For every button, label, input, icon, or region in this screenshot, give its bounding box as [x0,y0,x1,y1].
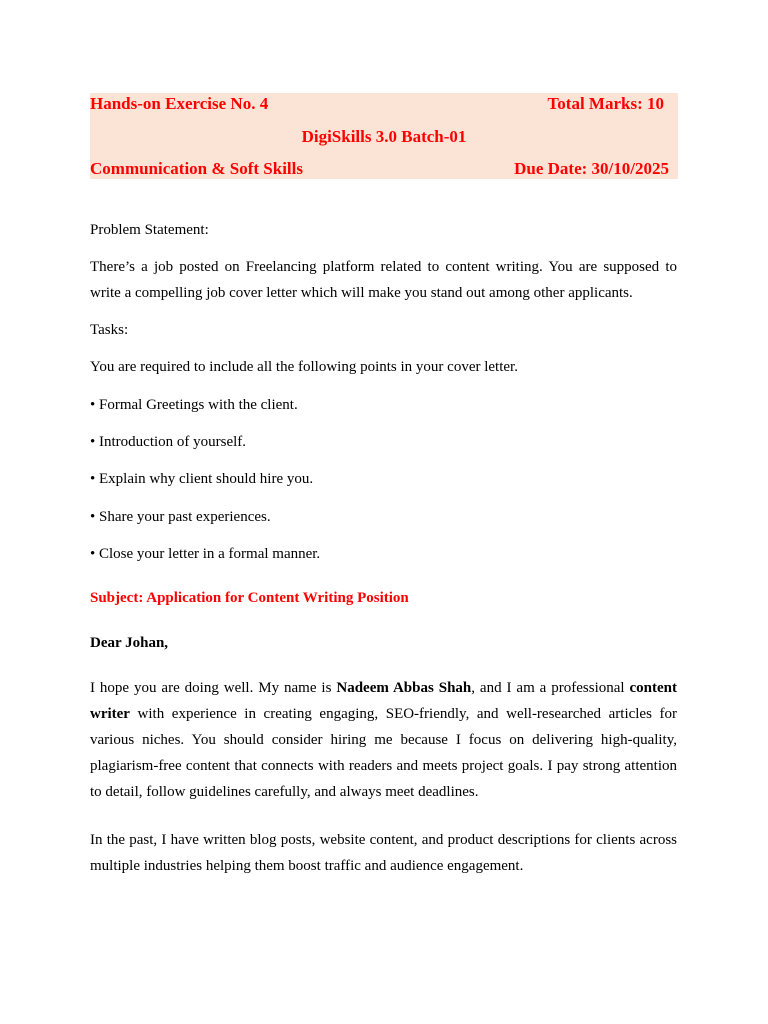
exercise-header [90,93,678,179]
letter-paragraph-1 [90,675,677,805]
task-item: • Close your letter in a formal manner. [90,546,321,562]
task-item: • Share your past experiences. [90,509,271,525]
total-marks: Total Marks: 10 [547,94,664,113]
para1-text-a: I hope you are doing well. My name is [90,680,337,696]
para1-text-c: with experience in creating engaging, SEO-friendly, and well-researched articles for various niches. You should consider hiring me because I focus on delivering high-quality, plagiarism-free content that connects with readers and meets project goals. I pay strong attention to detail, follow guidelines carefully, and always meet deadlines. [90,706,677,800]
problem-text: There’s a job posted on Freelancing platform related to content writing. You are supposed to write a compelling job cover letter which will make you stand out among other applicants. [90,259,677,301]
applicant-role: content writer [90,680,677,722]
letter-greeting: Dear Johan, [90,635,169,651]
letter-paragraph-2: In the past, I have written blog posts, website content, and product descriptions for clients across multiple industries helping them boost traffic and audience engagement. [90,832,677,874]
task-item: • Formal Greetings with the client. [90,397,298,413]
letter-subject: Subject: Application for Content Writing Position [90,590,409,606]
task-item: • Explain why client should hire you. [90,471,314,487]
exercise-number: Hands-on Exercise No. 4 [90,94,269,113]
applicant-name: Nadeem Abbas Shah [336,680,472,696]
due-date: Due Date: 30/10/2025 [514,159,669,178]
problem-heading: Problem Statement: [90,222,209,238]
course-name: Communication & Soft Skills [90,159,303,178]
tasks-intro: You are required to include all the following points in your cover letter. [90,359,518,375]
program-title: DigiSkills 3.0 Batch-01 [301,127,467,146]
task-item: • Introduction of yourself. [90,434,247,450]
tasks-heading: Tasks: [90,322,129,338]
para1-text-b: , and I am a professional [471,680,630,696]
